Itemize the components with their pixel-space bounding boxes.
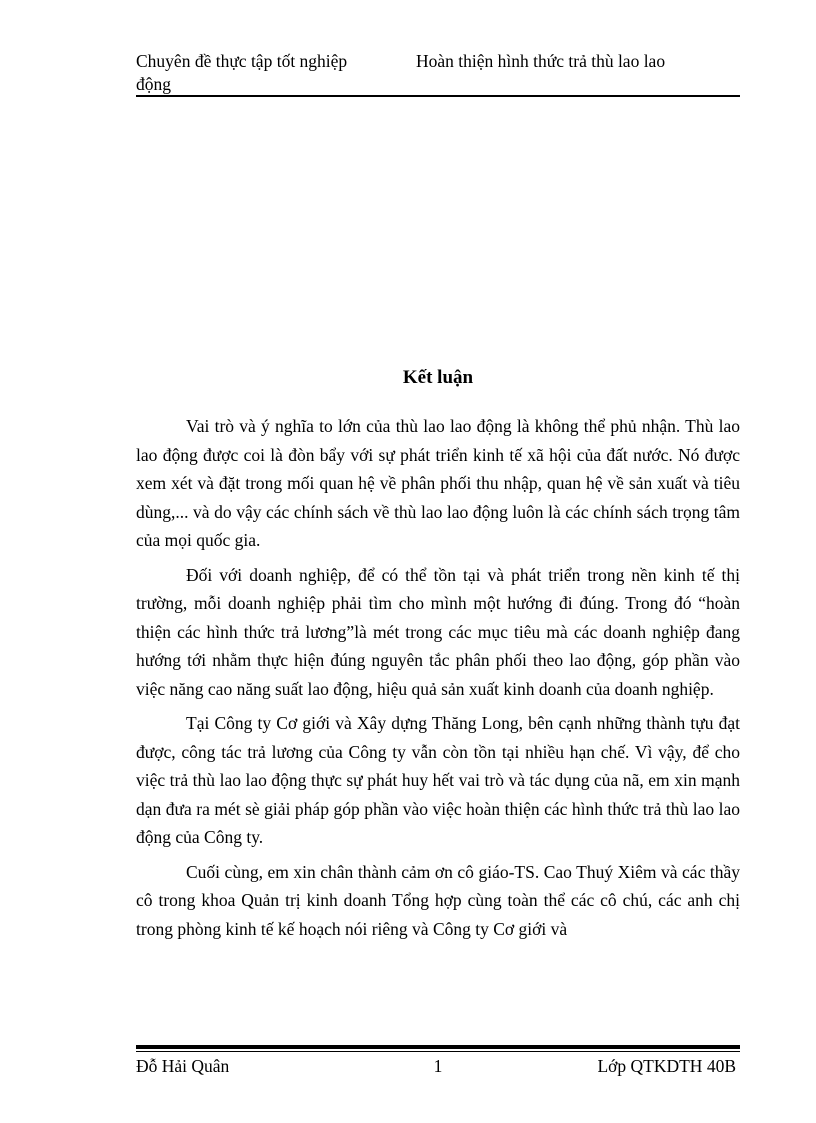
page-header [136, 50, 740, 96]
header-continuation-text: động [136, 74, 171, 94]
page-footer [136, 1054, 740, 1078]
page-title: Kết luận [402, 367, 474, 388]
footer-page-number: 1 [433, 1056, 443, 1076]
footer-divider-thin [136, 1051, 740, 1052]
body-text [136, 412, 740, 949]
paragraph-1: Vai trò và ý nghĩa to lớn của thù lao lao động là không thể phủ nhận. Thù lao lao động được coi là đòn bẩy với sự phát triển kinh tế xã hội của đất nước. Nó được xem xét và đặt trong mối quan hệ về phân phối thu nhập, quan hệ về sản xuất và tiêu dùng,... và do vậy các chính sách về thù lao lao động luôn là các chính sách trọng tâm của mọi quốc gia. [136, 416, 740, 550]
paragraph-2: Đối với doanh nghiệp, để có thể tồn tại và phát triển trong nền kinh tế thị trường, mỗi doanh nghiệp phải tìm cho mình một hướng đi đúng. Trong đó “hoàn thiện các hình thức trả lương”là mét trong các mục tiêu mà các doanh nghiệp đang hướng tới nhằm thực hiện đúng nguyên tắc phân phối theo lao động, góp phần vào việc năng cao năng suất lao động, hiệu quả sản xuất kinh doanh của doanh nghiệp. [136, 564, 740, 699]
paragraph-4: Cuối cùng, em xin chân thành cảm ơn cô giáo-TS. Cao Thuý Xiêm và các thầy cô trong khoa Quản trị kinh doanh Tổng hợp cùng toàn thể các cô chú, các anh chị trong phòng kinh tế kế hoạch nói riêng và Công ty Cơ giới và [136, 861, 740, 939]
footer-divider-thick [136, 1045, 740, 1049]
paragraph-3: Tại Công ty Cơ giới và Xây dựng Thăng Long, bên cạnh những thành tựu đạt được, công tác trả lương của Công ty vẫn còn tồn tại nhiều hạn chế. Vì vậy, để cho việc trả thù lao lao động thực sự phát huy hết vai trò và tác dụng của nã, em xin mạnh dạn đưa ra mét sè giải pháp góp phần vào việc hoàn thiện các hình thức trả thù lao lao động của Công ty. [136, 713, 740, 847]
header-divider [136, 95, 740, 97]
header-right-text: Hoàn thiện hình thức trả thù lao lao [416, 51, 666, 71]
header-left-text: Chuyên đề thực tập tốt nghiệp [136, 51, 348, 71]
footer-author: Đỗ Hải Quân [136, 1056, 230, 1076]
footer-class: Lớp QTKDTH 40B [597, 1056, 736, 1076]
